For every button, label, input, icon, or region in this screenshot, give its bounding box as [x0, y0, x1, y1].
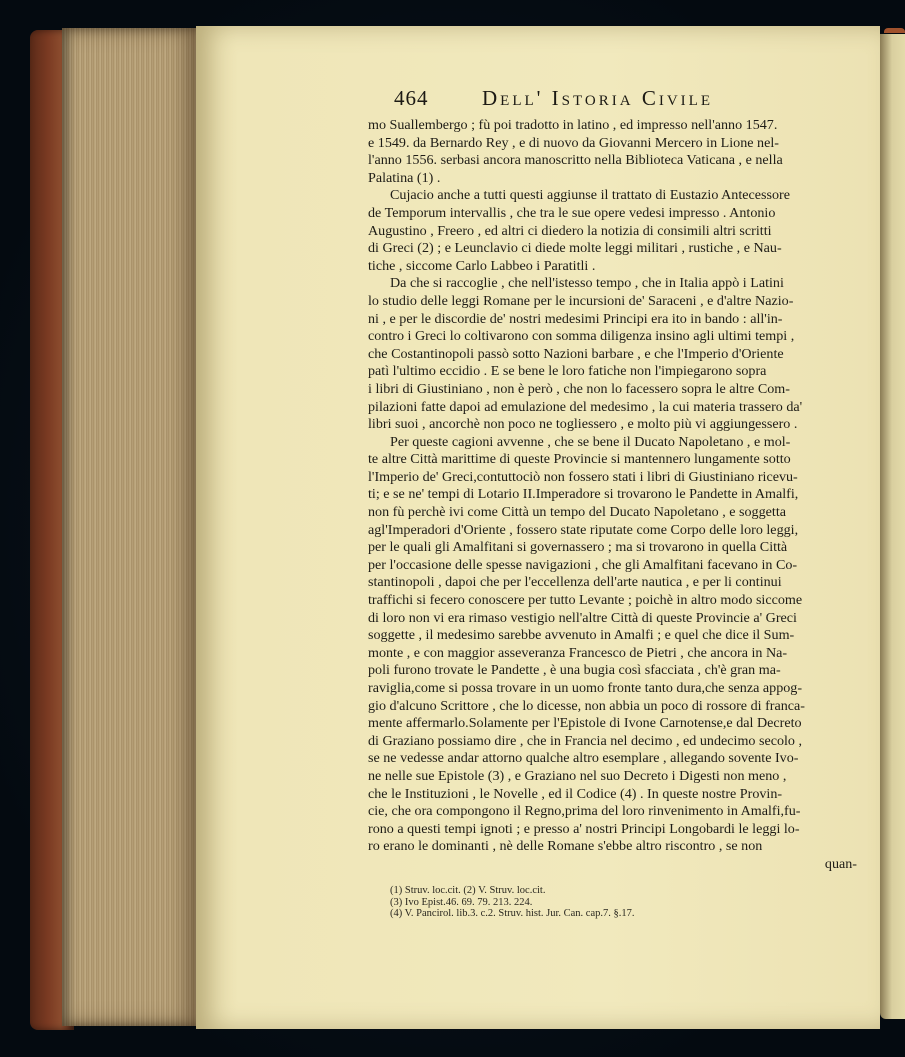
- text-line: Palatina (1) .: [368, 169, 441, 186]
- text-line: Da che si raccoglie , che nell'istesso tempo , che in Italia appò i Latini: [390, 275, 784, 292]
- text-line: de Temporum intervallis , che tra le sue opere vedesi impresso . Antonio: [368, 204, 776, 221]
- text-line: se ne vedesse andar attorno qualche altro esemplare , allegando sovente Ivo-: [368, 750, 799, 767]
- text-line: per l'occasione delle spesse navigazioni , che gli Amalfitani facevano in Co-: [368, 556, 798, 573]
- text-line: soggette , il medesimo sarebbe avvenuto in Amalfi ; e quel che dice il Sum-: [368, 627, 795, 644]
- text-line: poli furono trovate le Pandette , è una bugia così sfacciata , ch'è gran ma-: [368, 662, 781, 679]
- text-line: che Costantinopoli passò sotto Nazioni barbare , e che l'Imperio d'Oriente: [368, 345, 784, 362]
- running-head: Dell' Istoria Civile: [482, 86, 713, 110]
- text-line: Cujacio anche a tutti questi aggiunse il trattato di Eustazio Antecessore: [390, 187, 790, 204]
- text-line: rono a questi tempi ignoti ; e presso a' nostri Principi Longobardi le leggi lo-: [368, 820, 800, 837]
- text-line: che le Instituzioni , le Novelle , ed il Codice (4) . In queste nostre Provin-: [368, 785, 783, 802]
- facing-cover-edge: [884, 28, 905, 33]
- text-line: agl'Imperadori d'Oriente , fossero state riputate come Corpo delle loro leggi,: [368, 521, 799, 538]
- text-line: l'anno 1556. serbasi ancora manoscritto nella Biblioteca Vaticana , e nella: [368, 152, 783, 169]
- footnote: (3) Ivo Epist.46. 69. 79. 213. 224.: [390, 896, 533, 908]
- text-line: monte , e con maggior asseveranza Francesco de Pietri , che ancora in Na-: [368, 644, 788, 661]
- footnote: (1) Struv. loc.cit. (2) V. Struv. loc.cit.: [390, 885, 546, 896]
- text-line: e 1549. da Bernardo Rey , e di nuovo da Giovanni Mercero in Lione nel-: [368, 134, 779, 151]
- page-header: [394, 86, 794, 116]
- text-line: l'Imperio de' Greci,contuttociò non fossero stati i libri di Giustiniano ricevu-: [368, 468, 798, 485]
- text-line: ni , e per le discordie de' nostri medesimi Principi era ito in bando : all'in-: [368, 310, 783, 327]
- text-line: tiche , siccome Carlo Labbeo i Paratitli .: [368, 257, 596, 274]
- text-line: mo Suallembergo ; fù poi tradotto in latino , ed impresso nell'anno 1547.: [368, 117, 778, 133]
- text-line: mente affermarlo.Solamente per l'Epistole di Ivone Carnotense,e dal Decreto: [368, 715, 802, 732]
- page-number: 464: [394, 86, 429, 110]
- text-line: libri suoi , ancorchè non poco ne togliessero , e molto più vi aggiungessero .: [368, 416, 798, 433]
- page-edges: [62, 28, 200, 1026]
- text-line: Per queste cagioni avvenne , che se bene il Ducato Napoletano , e mol-: [390, 433, 791, 450]
- text-line: Augustino , Freero , ed altri ci diedero la notizia di consimili altri scritti: [368, 222, 772, 239]
- text-line: di loro non vi era rimaso vestigio nell'altre Città di queste Provincie a' Greci: [368, 609, 797, 626]
- text-line: di Graziano possiamo dire , che in Francia nel decimo , ed undecimo secolo ,: [368, 732, 803, 749]
- text-line: te altre Città marittime di queste Provincie si mantennero lungamente sotto: [368, 451, 791, 468]
- catchword: quan-: [824, 855, 857, 872]
- body-text: [368, 117, 861, 874]
- text-line: lo studio delle leggi Romane per le incursioni de' Saraceni , e d'altre Nazio-: [368, 292, 794, 309]
- text-line: stantinopoli , dapoi che per l'eccellenza dell'arte nautica , e per li continui: [368, 574, 782, 591]
- footnotes: [390, 885, 810, 920]
- text-line: contro i Greci lo coltivarono con somma diligenza insino agli ultimi tempi ,: [368, 328, 795, 345]
- text-line: gio d'alcuno Scrittore , che lo dicesse, non abbia un poco di rossore di franca-: [368, 697, 805, 714]
- text-line: i libri di Giustiniano , non è però , che non lo facessero sopra le altre Com-: [368, 380, 790, 397]
- text-line: traffichi si fecero conoscere per tutto Levante ; poichè in altro modo siccome: [368, 592, 803, 609]
- text-line: ro erano le dominanti , nè delle Romane s'ebbe altro riscontro , se non: [368, 838, 763, 855]
- facing-page-edge: [880, 34, 905, 1019]
- text-line: raviglia,come si possa trovare in un uomo fronte tanto dura,che senza appog-: [368, 680, 803, 696]
- text-line: cie, che ora compongono il Regno,prima del loro rinvenimento in Amalfi,fu-: [368, 803, 801, 820]
- text-line: per le quali gli Amalfitani si governassero ; ma si trovarono in quella Città: [368, 539, 788, 556]
- text-line: pilazioni fatte dapoi ad emulazione del medesimo , la cui materia trassero da': [368, 398, 803, 415]
- footnote: (4) V. Pancirol. lib.3. c.2. Struv. hist. Jur. Can. cap.7. §.17.: [390, 908, 635, 919]
- text-line: patì l'ultimo eccidio . E se bene le loro fatiche non l'impiegarono sopra: [368, 363, 767, 380]
- text-line: ne nelle sue Epistole (3) , e Graziano nel suo Decreto i Digesti non meno ,: [368, 767, 787, 784]
- text-line: non fù perchè ivi come Città un tempo del Ducato Napoletano , e soggetta: [368, 504, 786, 521]
- text-line: di Greci (2) ; e Leunclavio ci diede molte leggi militari , rustiche , e Nau-: [368, 240, 782, 257]
- text-line: ti; e se ne' tempi di Lotario II.Imperadore si trovarono le Pandette in Amalfi,: [368, 486, 799, 503]
